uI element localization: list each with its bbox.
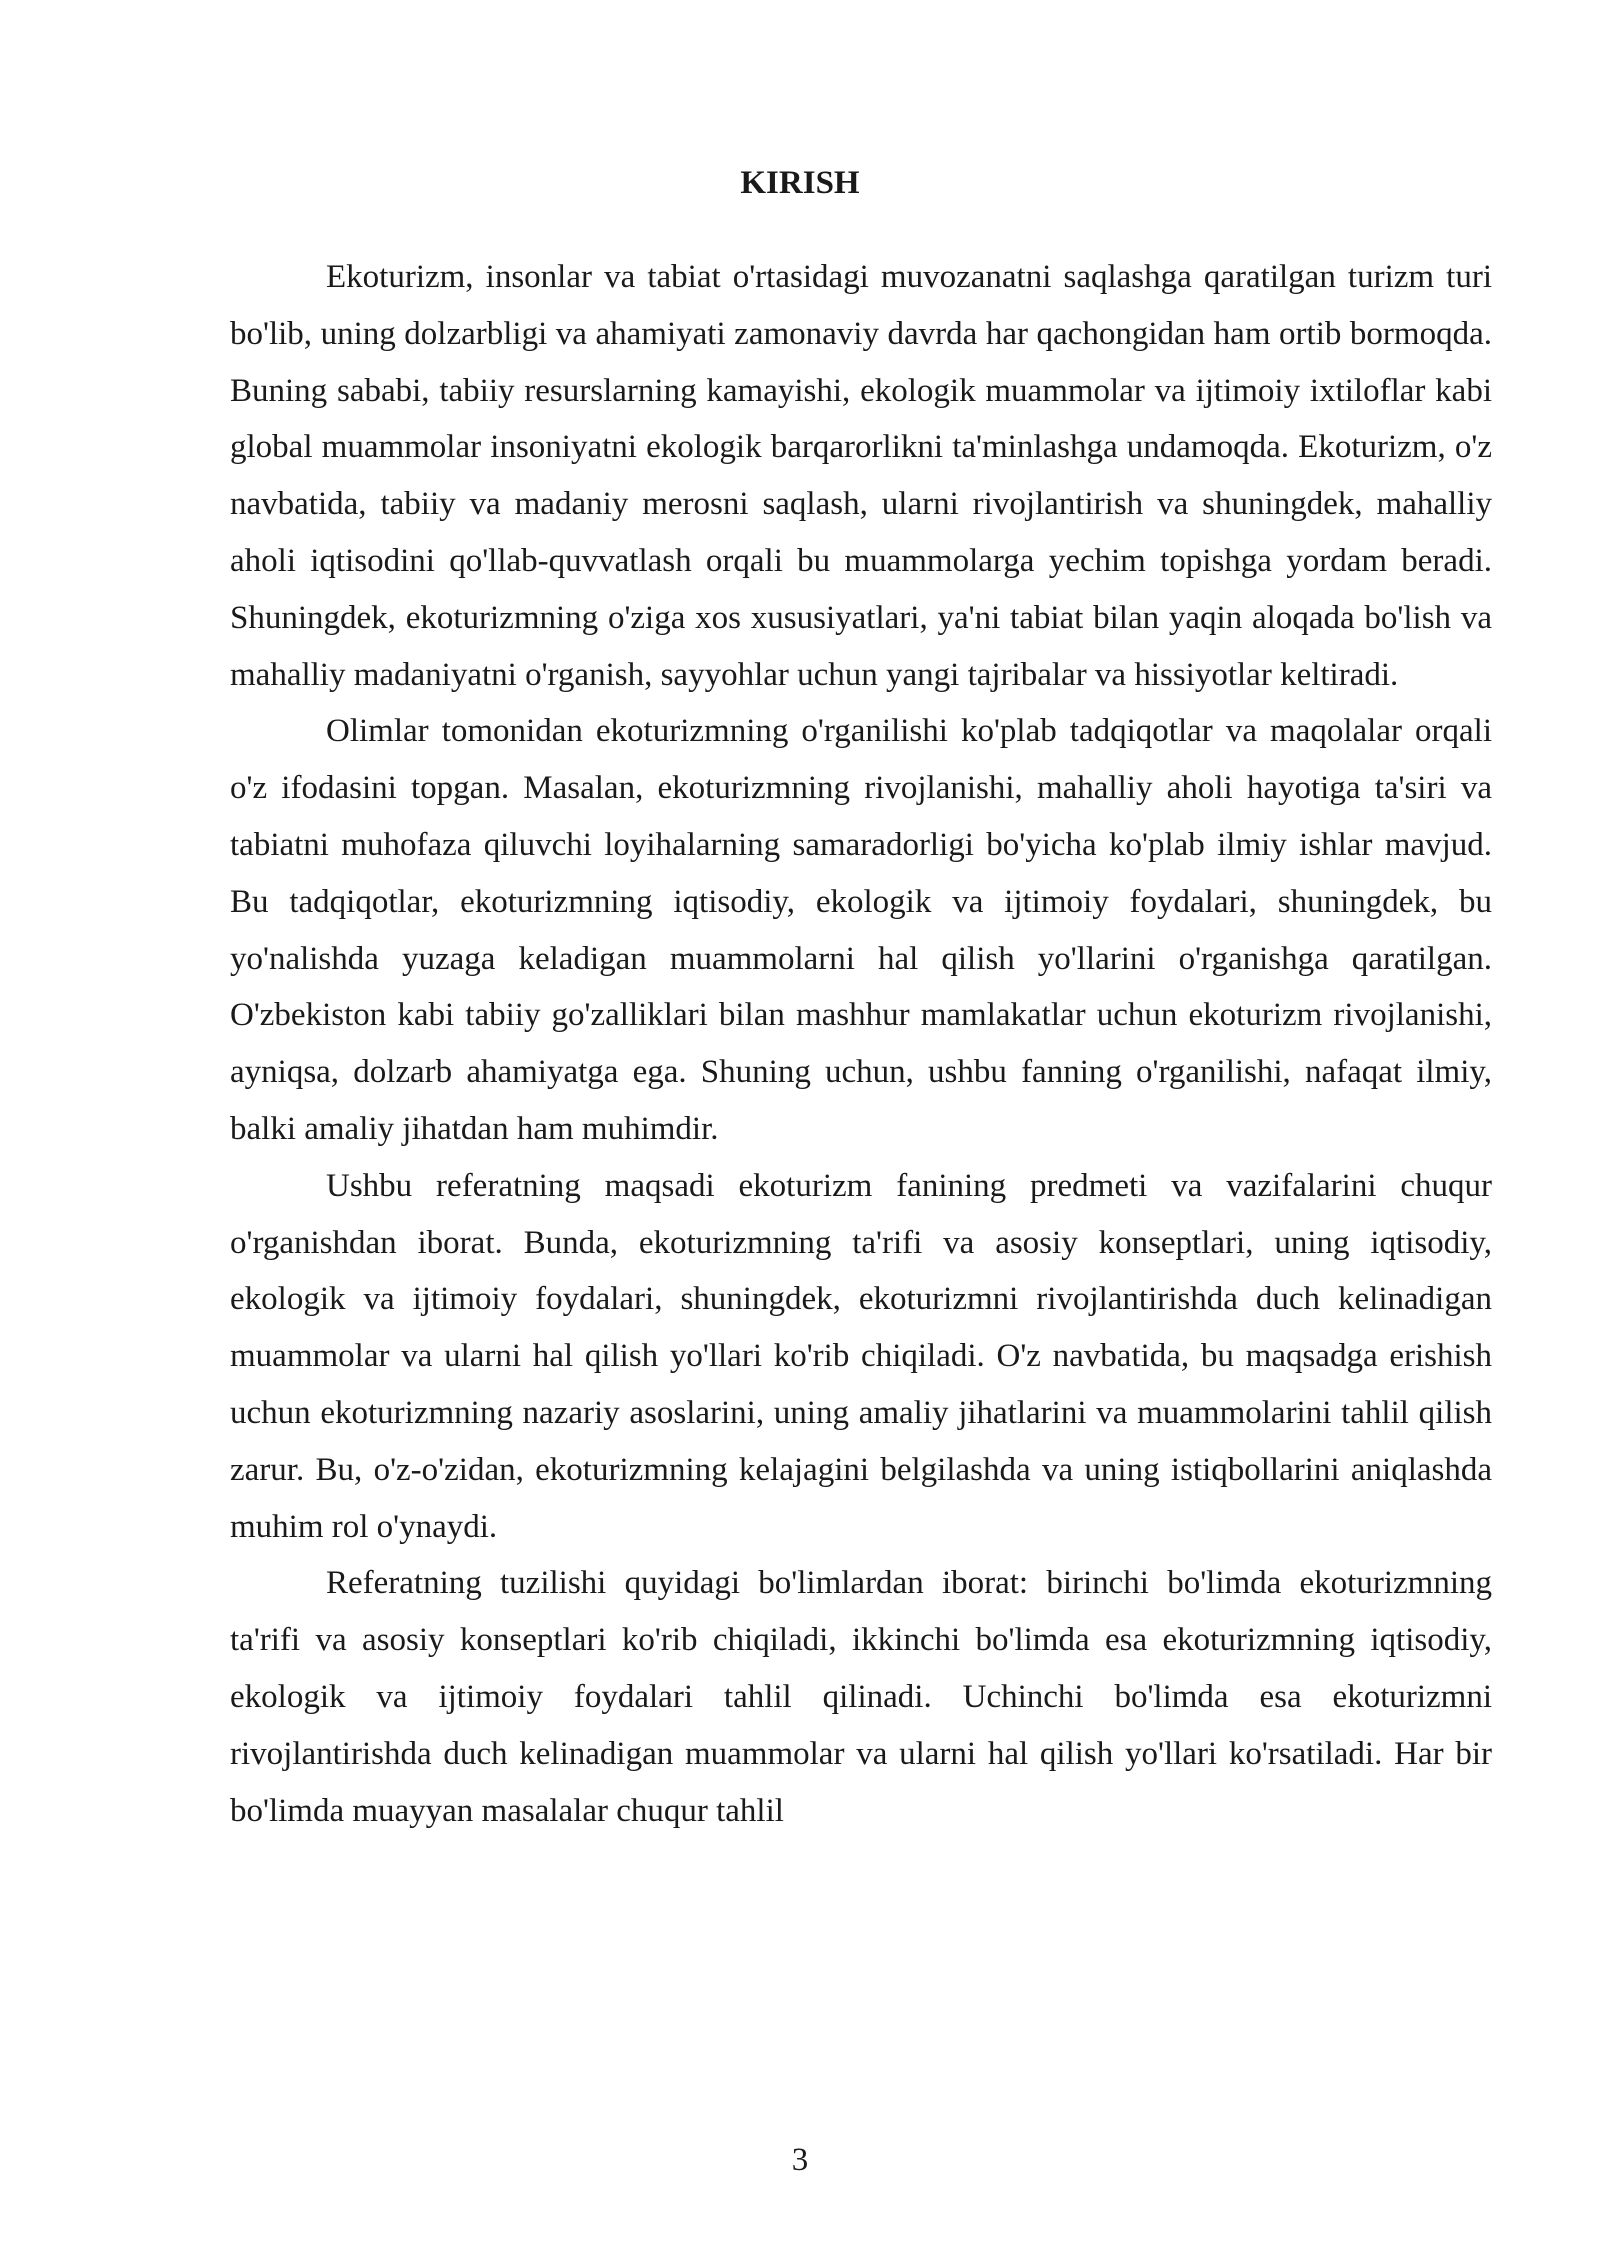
paragraph: Ekoturizm, insonlar va tabiat o'rtasidagi muvozanatni saqlashga qaratilgan turizm turi bo'lib, uning dolzarbligi va ahamiyati zamonaviy davrda har qachongidan ham ortib bormoqda. Buning sababi, tabiiy resurslarning kamayishi, ekologik muammolar va ijtimoiy ixtiloflar kabi global muammolar insoniyatni ekologik barqarorlikni ta'minlashga undamoqda. Ekoturizm, o'z navbatida, tabiiy va madaniy merosni saqlash, ularni rivojlantirish va shuningdek, mahalliy aholi iqtisodini qo'llab-quvvatlash orqali bu muammolarga yechim topishga yordam beradi. Shuningdek, ekoturizmning o'ziga xos xususiyatlari, ya'ni tabiat bilan yaqin aloqada bo'lish va mahalliy madaniyatni o'rganish, sayyohlar uchun yangi tajribalar va hissiyotlar keltiradi.	[230, 259, 1492, 693]
page-number: 3	[791, 2142, 809, 2178]
page-heading: KIRISH	[740, 165, 860, 201]
paragraph: Ushbu referatning maqsadi ekoturizm fanining predmeti va vazifalarini chuqur o'rganishdan iborat. Bunda, ekoturizmning ta'rifi va asosiy konseptlari, uning iqtisodiy, ekologik va ijtimoiy foydalari, shuningdek, ekoturizmni rivojlantirishda duch kelinadigan muammolar va ularni hal qilish yo'llari ko'rib chiqiladi. O'z navbatida, bu maqsadga erishish uchun ekoturizmning nazariy asoslarini, uning amaliy jihatlarini va muammolarini tahlil qilish zarur. Bu, o'z-o'zidan, ekoturizmning kelajagini belgilashda va uning istiqbollarini aniqlashda muhim rol o'ynaydi.	[230, 1167, 1492, 1545]
paragraph: Referatning tuzilishi quyidagi bo'limlardan iborat: birinchi bo'limda ekoturizmning ta'rifi va asosiy konseptlari ko'rib chiqiladi, ikkinchi bo'limda esa ekoturizmning iqtisodiy, ekologik va ijtimoiy foydalari tahlil qilinadi. Uchinchi bo'limda esa ekoturizmni rivojlantirishda duch kelinadigan muammolar va ularni hal qilish yo'llari ko'rsatiladi. Har bir bo'limda muayyan masalalar chuqur tahlil	[230, 1565, 1492, 1829]
body-text	[230, 249, 1492, 1839]
paragraph: Olimlar tomonidan ekoturizmning o'rganilishi ko'plab tadqiqotlar va maqolalar orqali o'z ifodasini topgan. Masalan, ekoturizmning rivojlanishi, mahalliy aholi hayotiga ta'siri va tabiatni muhofaza qiluvchi loyihalarning samaradorligi bo'yicha ko'plab ilmiy ishlar mavjud. Bu tadqiqotlar, ekoturizmning iqtisodiy, ekologik va ijtimoiy foydalari, shuningdek, bu yo'nalishda yuzaga keladigan muammolarni hal qilish yo'llarini o'rganishga qaratilgan. O'zbekiston kabi tabiiy go'zalliklari bilan mashhur mamlakatlar uchun ekoturizm rivojlanishi, ayniqsa, dolzarb ahamiyatga ega. Shuning uchun, ushbu fanning o'rganilishi, nafaqat ilmiy, balki amaliy jihatdan ham muhimdir.	[230, 713, 1492, 1147]
